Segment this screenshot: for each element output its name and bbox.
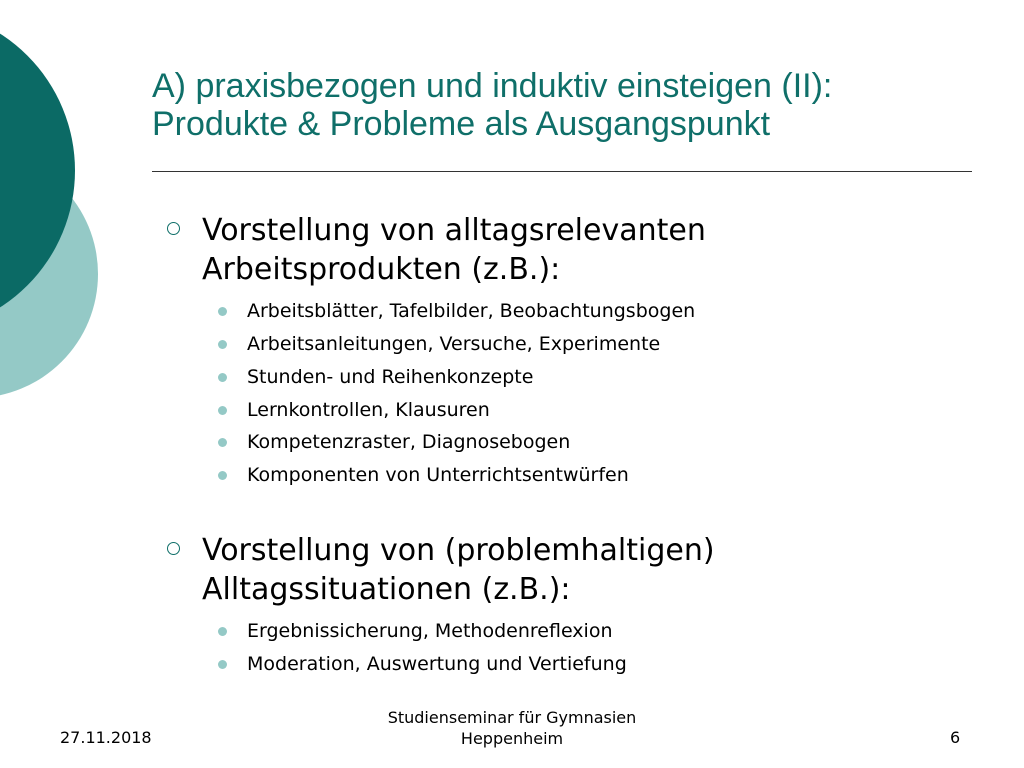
- dot-bullet-icon: [218, 438, 227, 447]
- hollow-circle-bullet-icon: [167, 542, 180, 555]
- dot-bullet-icon: [218, 307, 227, 316]
- main-bullet-text: [202, 531, 962, 609]
- footer-organization-line: Studienseminar für Gymnasien: [387, 708, 637, 727]
- sub-bullet-text: Lernkontrollen, Klausuren: [247, 399, 490, 421]
- title-divider: [152, 171, 972, 172]
- slide-title-line: Produkte & Probleme als Ausgangspunkt: [152, 105, 771, 143]
- dot-bullet-icon: [218, 406, 227, 415]
- hollow-circle-bullet-icon: [167, 222, 180, 235]
- sub-bullet-item: [160, 364, 980, 394]
- sub-bullet-item: [160, 651, 980, 681]
- main-bullet-line: Arbeitsprodukten (z.B.):: [202, 252, 561, 287]
- main-bullet-text: [202, 211, 962, 289]
- dot-bullet-icon: [218, 373, 227, 382]
- footer-organization: [362, 707, 662, 749]
- sub-bullet-text: Kompetenzraster, Diagnosebogen: [247, 431, 571, 453]
- slide-title: [152, 67, 982, 143]
- main-bullet-line: Vorstellung von alltagsrelevanten: [202, 213, 706, 248]
- main-bullet-line: Vorstellung von (problemhaltigen): [202, 533, 715, 568]
- sub-bullet-text: Ergebnissicherung, Methodenreflexion: [247, 620, 613, 642]
- dot-bullet-icon: [218, 340, 227, 349]
- sub-bullet-text: Stunden- und Reihenkonzepte: [247, 366, 534, 388]
- sub-bullet-item: [160, 429, 980, 459]
- sub-bullet-text: Arbeitsblätter, Tafelbilder, Beobachtungsbogen: [247, 300, 696, 322]
- sub-bullet-text: Moderation, Auswertung und Vertiefung: [247, 653, 627, 675]
- footer-organization-line: Heppenheim: [460, 729, 564, 748]
- sub-bullet-item: [160, 331, 980, 361]
- main-bullet-line: Alltagssituationen (z.B.):: [202, 572, 571, 607]
- footer-date: 27.11.2018: [60, 728, 152, 747]
- sub-bullet-text: Arbeitsanleitungen, Versuche, Experimente: [247, 333, 661, 355]
- dot-bullet-icon: [218, 660, 227, 669]
- sub-bullet-item: [160, 298, 980, 328]
- sub-bullet-text: Komponenten von Unterrichtsentwürfen: [247, 464, 629, 486]
- page-number: 6: [950, 728, 961, 747]
- dot-bullet-icon: [218, 471, 227, 480]
- sub-bullet-item: [160, 462, 980, 492]
- slide-title-line: A) praxisbezogen und induktiv einsteigen (II):: [152, 67, 833, 105]
- dot-bullet-icon: [218, 627, 227, 636]
- sub-bullet-item: [160, 397, 980, 427]
- sub-bullet-item: [160, 618, 980, 648]
